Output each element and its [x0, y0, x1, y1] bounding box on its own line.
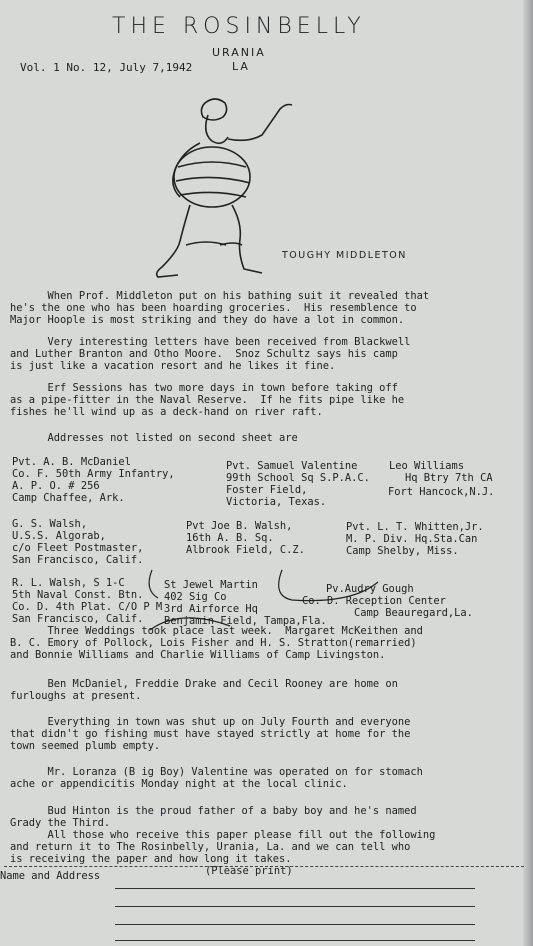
para-2-line-1: Very interesting letters have been received from Blackwell	[10, 336, 411, 348]
clinic-line-2: ache or appendicitis Monday night at the local clinic.	[10, 778, 348, 790]
return-line-1: All those who receive this paper please fill out the following	[10, 829, 436, 841]
para-2-line-3: is just like a vacation resort and he likes it fine.	[10, 360, 336, 372]
address-mcdaniel-1: Pvt. A. B. McDaniel	[12, 456, 131, 468]
address-gough-3: Camp Beauregard,La.	[354, 607, 473, 619]
address-whitten-2: M. P. Div. Hq.Sta.Can	[346, 533, 478, 545]
address-valentine-1: Pvt. Samuel Valentine	[226, 460, 358, 472]
address-mcdaniel-3: A. P. O. # 256	[12, 480, 100, 492]
addresses-intro: Addresses not listed on second sheet are	[10, 432, 298, 444]
address-joe-walsh-1: Pvt Joe B. Walsh,	[186, 520, 293, 532]
address-joe-walsh-3: Albrook Field, C.Z.	[186, 544, 305, 556]
weddings-line-3: and Bonnie Williams and Charlie Williams of Camp Livingston.	[10, 649, 386, 661]
address-williams-1: Leo Williams	[389, 460, 465, 472]
address-whitten-3: Camp Shelby, Miss.	[346, 545, 459, 557]
fourth-line-2: that didn't go fishing must have stayed strictly at home for the	[10, 728, 411, 740]
furlough-line-1: Ben McDaniel, Freddie Drake and Cecil Rooney are home on	[10, 678, 398, 690]
address-rl-walsh-4: San Francisco, Calif.	[12, 613, 144, 625]
address-mcdaniel-2: Co. F. 50th Army Infantry,	[12, 468, 175, 480]
masthead-title: THE ROSINBELLY	[112, 14, 366, 39]
weddings-line-1: Three Weddings took place last week. Margaret McKeithen and	[10, 625, 423, 637]
address-gs-walsh-1: G. S. Walsh,	[12, 518, 88, 530]
para-1-line-3: Major Hoople is most striking and they do have a lot in common.	[10, 314, 405, 326]
address-martin-1: St Jewel Martin	[164, 579, 258, 591]
address-martin-3: 3rd Airforce Hq	[164, 603, 258, 615]
address-valentine-4: Victoria, Texas.	[226, 496, 327, 508]
form-line-1[interactable]	[115, 888, 475, 889]
address-gough-2: Co. D. Reception Center	[302, 595, 446, 607]
para-1-line-1: When Prof. Middleton put on his bathing suit it revealed that	[10, 290, 430, 302]
form-name-label: Name and Address	[0, 870, 101, 882]
form-line-3[interactable]	[115, 924, 475, 925]
form-line-4[interactable]	[115, 940, 475, 941]
address-joe-walsh-2: 16th A. B. Sq.	[186, 532, 274, 544]
address-williams-2: Hq Btry 7th CA	[405, 472, 493, 484]
return-line-3: is receiving the paper and how long it takes.	[10, 853, 292, 865]
address-rl-walsh-1: R. L. Walsh, S 1-C	[12, 577, 125, 589]
issue-line: Vol. 1 No. 12, July 7,1942	[20, 61, 193, 74]
address-williams-3: Fort Hancock,N.J.	[388, 486, 495, 498]
fourth-line-3: town seemed plumb empty.	[10, 740, 161, 752]
form-line-2[interactable]	[115, 906, 475, 907]
address-gs-walsh-2: U.S.S. Algorab,	[12, 530, 106, 542]
address-rl-walsh-2: 5th Naval Const. Btn.	[12, 589, 144, 601]
hinton-line-1: Bud Hinton is the proud father of a baby boy and he's named	[10, 805, 417, 817]
masthead-state: LA	[232, 60, 250, 73]
weddings-line-2: B. C. Emory of Pollock, Lois Fisher and H. S. Stratton(remarried)	[10, 637, 417, 649]
address-whitten-1: Pvt. L. T. Whitten,Jr.	[346, 521, 484, 533]
address-martin-2: 402 Sig Co	[164, 591, 227, 603]
fourth-line-1: Everything in town was shut up on July Fourth and everyone	[10, 716, 411, 728]
address-rl-walsh-3: Co. D. 4th Plat. C/O P M	[12, 601, 163, 613]
address-mcdaniel-4: Camp Chaffee, Ark.	[12, 492, 125, 504]
address-valentine-3: Foster Field,	[226, 484, 308, 496]
return-line-2: and return it to The Rosinbelly, Urania, La. and we can tell who	[10, 841, 411, 853]
furlough-line-2: furloughs at present.	[10, 690, 142, 702]
address-martin-4: Benjamin Field, Tampa,Fla.	[164, 615, 327, 627]
address-valentine-2: 99th School Sq S.P.A.C.	[226, 472, 370, 484]
para-1-line-2: he's the one who has been hoarding groceries. His resemblence to	[10, 302, 417, 314]
address-gs-walsh-3: c/o Fleet Postmaster,	[12, 542, 144, 554]
address-gs-walsh-4: San Francisco, Calif.	[12, 554, 144, 566]
address-gough-1: Pv.Audry Gough	[326, 583, 414, 595]
form-print-label: (Please print)	[205, 865, 293, 877]
hinton-line-2: Grady the Third.	[10, 817, 111, 829]
clinic-line-1: Mr. Loranza (B ig Boy) Valentine was operated on for stomach	[10, 766, 423, 778]
cartoon-caption: TOUGHY MIDDLETON	[282, 250, 407, 261]
para-3-line-1: Erf Sessions has two more days in town before taking off	[10, 382, 398, 394]
masthead-town: URANIA	[212, 46, 266, 59]
para-3-line-2: as a pipe-fitter in the Naval Reserve. If he fits pipe like he	[10, 394, 405, 406]
para-3-line-3: fishes he'll wind up as a deck-hand on river raft.	[10, 406, 323, 418]
para-2-line-2: and Luther Branton and Otho Moore. Snoz Schultz says his camp	[10, 348, 398, 360]
page-edge-shadow	[523, 0, 533, 946]
